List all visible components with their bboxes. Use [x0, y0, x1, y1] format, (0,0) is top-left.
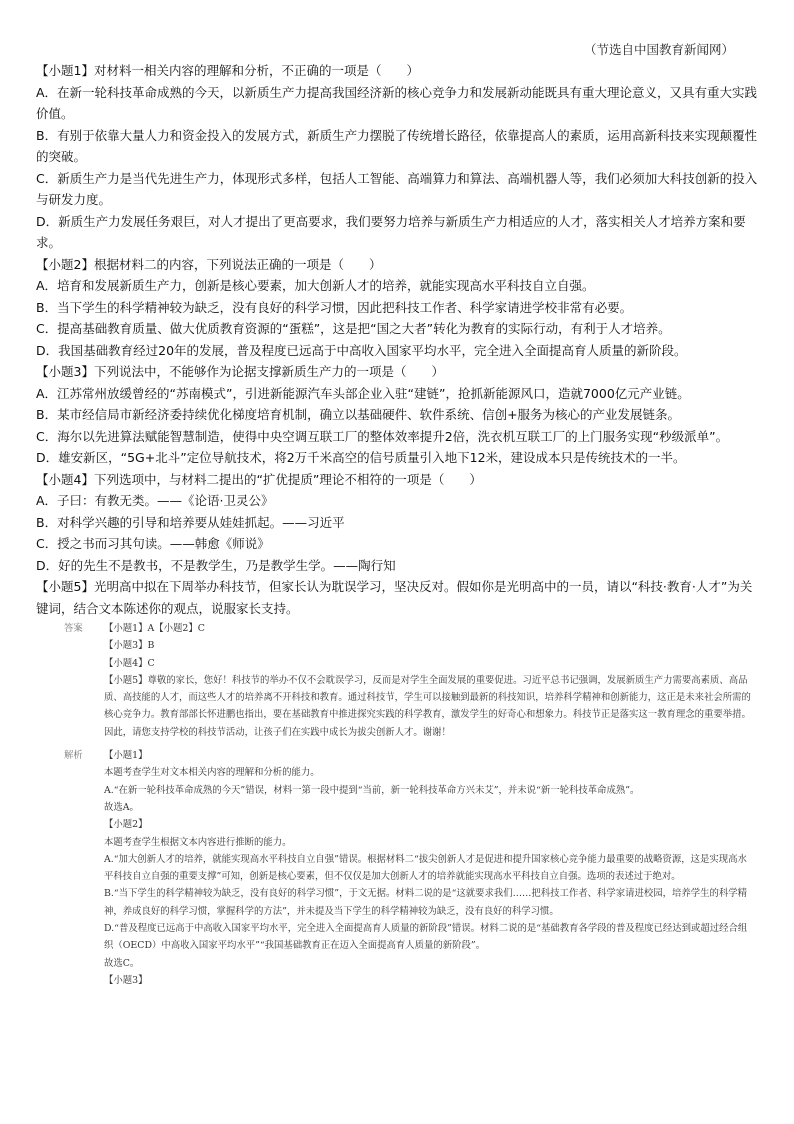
answer-line-3: 【小题4】C — [104, 657, 155, 669]
q3-option-d: D．雄安新区，“5G+北斗”定位导航技术，将2万千米高空的信号质量引入地下12米，建设成本只是传统技术的一半。 — [36, 450, 686, 465]
q1-option-d: D．新质生产力发展任务艰巨，对人才提出了更高要求，我们要努力培养与新质生产力相适应的人才，落实相关人才培养方案和要求。 — [36, 213, 746, 250]
analysis-q2-title: 【小题2】 — [104, 819, 148, 831]
analysis-q2-intro: 本题考查学生根据文本内容进行推断的能力。 — [104, 836, 292, 848]
q3-option-a: A．江苏常州放缓曾经的“苏南模式”，引进新能源汽车头部企业入驻“建链”，抢抓新能源风口，造就7000亿元产业链。 — [36, 385, 690, 401]
questions-section — [36, 60, 758, 619]
analysis-q2-b: B.“当下学生的科学精神较为缺乏，没有良好的科学习惯”，于文无据。材料二说的是“这就要求我们……把科技工作者、科学家请进校园，培养学生的科学精神，养成良好的科学习惯，掌握科学的方法”，并未提及当下学生的科学精神较为缺乏，没有良好的科学习惯。 — [104, 888, 748, 917]
q1-option-b: B．有别于依靠大量人力和资金投入的发展方式，新质生产力摆脱了传统增长路径，依靠提高人的素质，运用高新科技来实现颠覆性的突破。 — [36, 127, 758, 164]
analysis-row — [64, 747, 754, 989]
q2-option-b: B．当下学生的科学精神较为缺乏，没有良好的科学习惯，因此把科技工作者、科学家请进学校非常有必要。 — [36, 299, 633, 315]
q1-option-c: C．新质生产力是当代先进生产力，体现形式多样，包括人工智能、高端算力和算法、高端机器人等，我们必须加大科技创新的投入与研发力度。 — [36, 170, 758, 207]
answer-line-2: 【小题3】B — [104, 640, 155, 652]
answer-label: 答案 — [64, 623, 83, 634]
analysis-q1-intro: 本题考查学生对文本相关内容的理解和分析的能力。 — [104, 767, 320, 779]
analysis-q3-title: 【小题3】 — [104, 974, 148, 986]
q4-option-b: B．对科学兴趣的引导和培养要从娃娃抓起。——习近平 — [36, 514, 345, 530]
q5-stem: 【小题5】光明高中拟在下周举办科技节，但家长认为耽误学习，坚决反对。假如你是光明高中的一员，请以“科技·教育·人才”为关键词，结合文本陈述你的观点，说服家长支持。 — [36, 579, 753, 616]
q3-option-b: B．某市经信局市新经济委持续优化梯度培育机制，确立以基础硬件、软件系统、信创+服务为核心的产业发展链条。 — [36, 407, 681, 422]
analysis-q1-title: 【小题1】 — [104, 750, 148, 762]
source-note: （节选自中国教育新闻网） — [583, 42, 734, 57]
analysis-q1-detail: A.“在新一轮科技革命成熟的今天”错误，材料一第一段中提到“当前，新一轮科技革命方兴未艾”，并未说“新一轮科技革命成熟”。 — [104, 784, 640, 796]
q4-option-c: C．授之书而习其句读。——韩愈《师说》 — [36, 536, 270, 551]
q2-stem: 【小题2】根据材料二的内容，下列说法正确的一项是（ ） — [36, 256, 382, 272]
q1-option-a: A．在新一轮科技革命成熟的今天，以新质生产力提高我国经济新的核心竞争力和发展新动能既具有重大理论意义，又具有重大实践价值。 — [36, 84, 758, 121]
analysis-q1-choice: 故选A。 — [104, 801, 139, 813]
answer-line-1: 【小题1】A【小题2】C — [104, 623, 205, 634]
q2-option-a: A．培育和发展新质生产力，创新是核心要素，加大创新人才的培养，就能实现高水平科技自立自强。 — [36, 278, 595, 293]
q2-option-c: C．提高基础教育质量、做大优质教育资源的“蛋糕”，这是把“国之大者”转化为教育的实际行动，有利于人才培养。 — [36, 321, 671, 336]
answer-section — [64, 620, 754, 989]
analysis-q2-choice: 故选C。 — [104, 957, 140, 969]
q3-option-c: C．海尔以先进算法赋能智慧制造，使得中央空调互联工厂的整体效率提升2倍，洗衣机互联工厂的上门服务实现“秒级派单”。 — [36, 428, 729, 444]
answer-body — [104, 620, 754, 741]
analysis-body — [104, 747, 754, 989]
answer-row — [64, 620, 754, 741]
q2-option-d: D．我国基础教育经过20年的发展，普及程度已远高于中高收入国家平均水平，完全进入全面提高育人质量的新阶段。 — [36, 342, 687, 358]
q1-stem: 【小题1】对材料一相关内容的理解和分析，不正确的一项是（ ） — [36, 63, 419, 78]
q4-stem: 【小题4】下列选项中，与材料二提出的“扩优提质”理论不相符的一项是（ ） — [36, 471, 482, 487]
analysis-q2-a: A.“加大创新人才的培养，就能实现高水平科技自立自强”错误。根据材料二“拔尖创新人才是促进和提升国家核心竞争能力最重要的战略资源，这是实现高水平科技自立自强的重要支撑”可知，创新是核心要素，但不仅仅是加大创新人才的培养就能实现高水平科技自立自强。选项的表述过于绝对。 — [104, 853, 747, 883]
q3-stem: 【小题3】下列说法中，不能够作为论据支撑新质生产力的一项是（ ） — [36, 364, 444, 379]
analysis-label: 解析 — [64, 750, 83, 762]
q4-option-a: A．子曰：有教无类。——《论语·卫灵公》 — [36, 493, 274, 508]
answer-line-4: 【小题5】尊敬的家长，您好！科技节的举办不仅不会耽误学习，反而是对学生全面发展的重要促进。习近平总书记强调，发展新质生产力需要高素质、高品质、高技能的人才，而这些人才的培养离不开科技和教育。通过科技节，学生可以接触到最新的科技知识，培养科学精神和创新能力，这正是未来社会所需的核心竞争力。教育部部长怀进鹏也指出，要在基础教育中推进探究实践的科学教育，激发学生的好奇心和想象力。科技节正是落实这一教育理念的重要举措。因此，请您支持学校的科技节活动，让孩子们在实践中成长为拔尖创新人才。谢谢！ — [104, 674, 751, 738]
analysis-q2-d: D.“普及程度已远高于中高收入国家平均水平，完全进入全面提高育人质量的新阶段”错误。材料二说的是“基础教育各学段的普及程度已经达到或超过经合组织（OECD）中高收入国家平均水平”“我国基础教育正在迈入全面提高育人质量的新阶段”。 — [104, 923, 748, 952]
q4-option-d: D．好的先生不是教书，不是教学生，乃是教学生学。——陶行知 — [36, 557, 396, 573]
